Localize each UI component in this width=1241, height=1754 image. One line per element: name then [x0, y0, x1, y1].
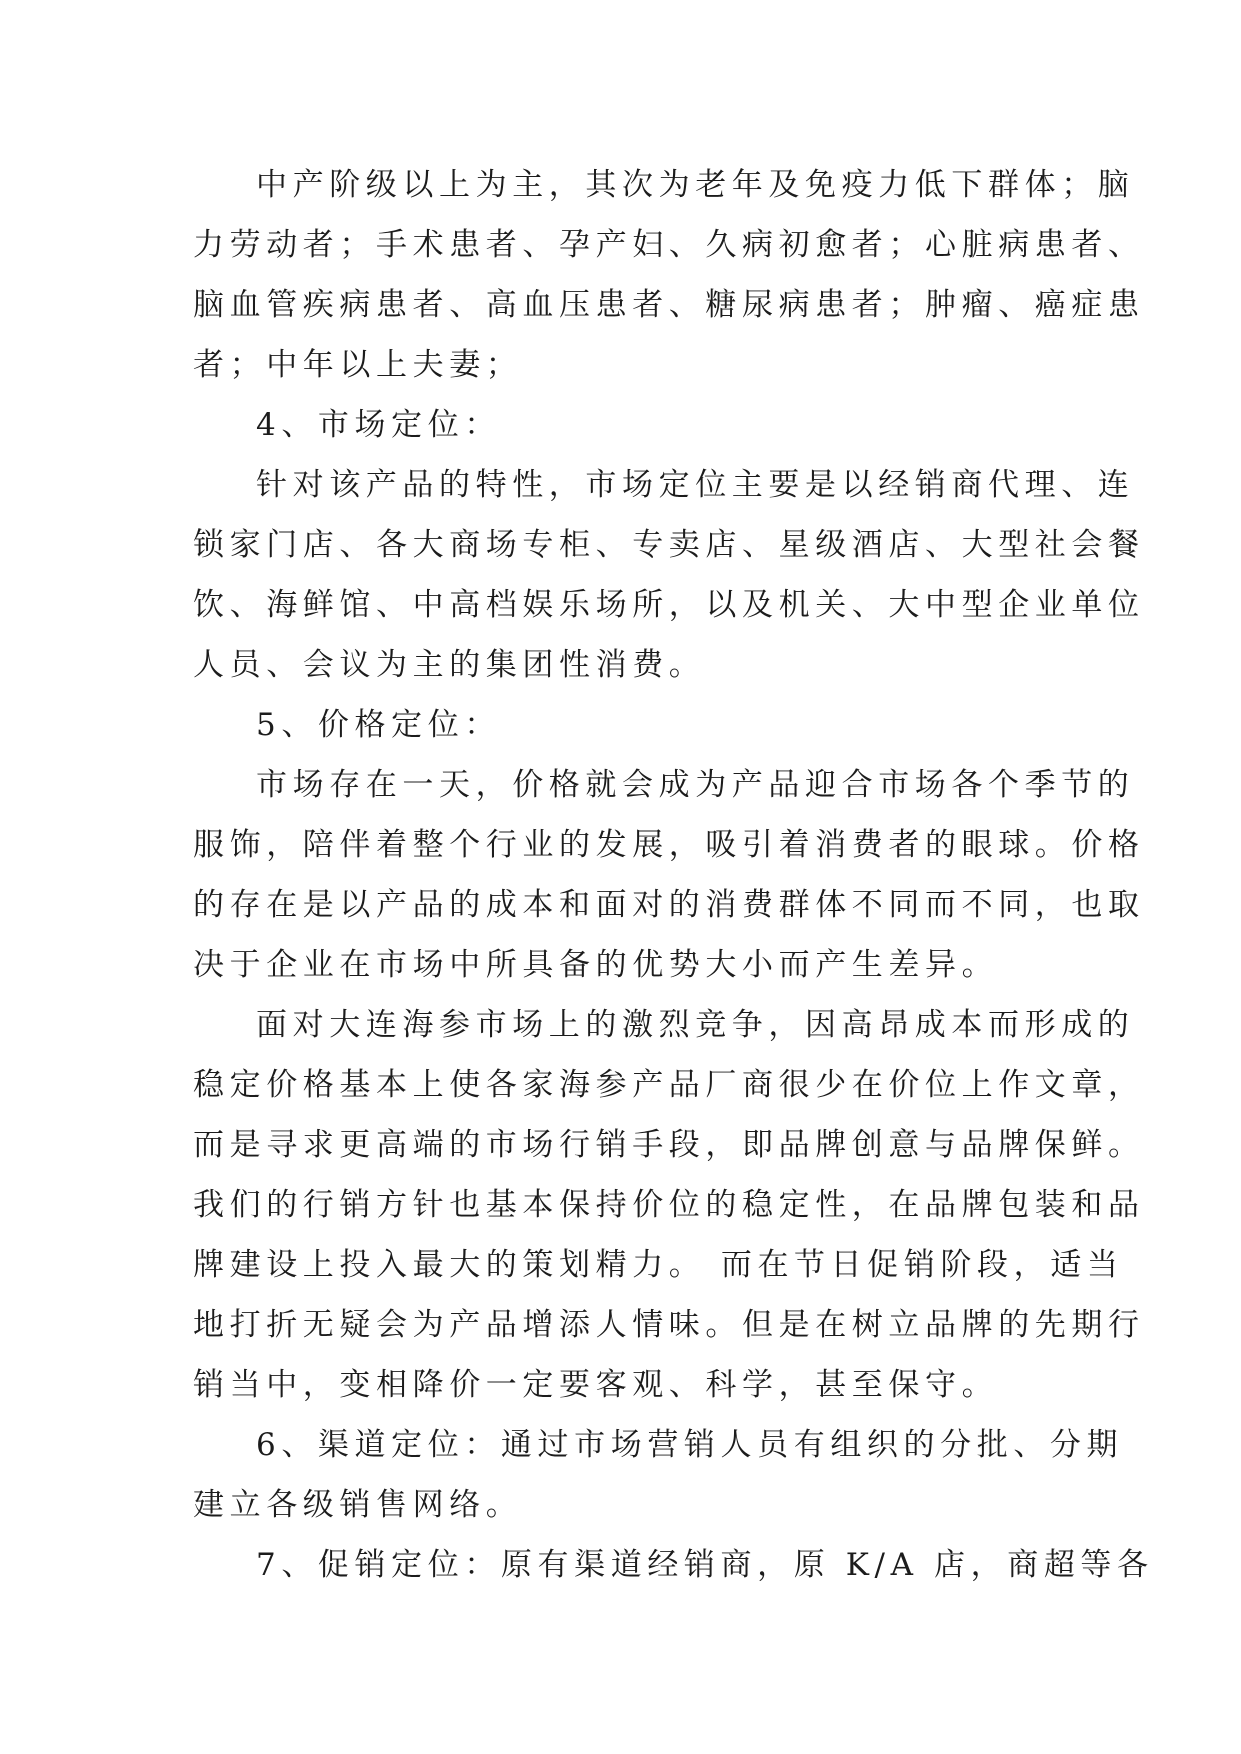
text-line: 稳定价格基本上使各家海参产品厂商很少在价位上作文章，: [193, 1067, 1145, 1103]
section-heading-channel-positioning: 6、渠道定位：通过市场营销人员有组织的分批、分期: [256, 1427, 1124, 1463]
text-line: 锁家门店、各大商场专柜、专卖店、星级酒店、大型社会餐: [193, 527, 1145, 563]
text-line: 服饰，陪伴着整个行业的发展，吸引着消费者的眼球。价格: [193, 827, 1145, 863]
text-line: 针对该产品的特性，市场定位主要是以经销商代理、连: [256, 467, 1135, 503]
text-line: 销当中，变相降价一定要客观、科学，甚至保守。: [193, 1367, 999, 1403]
text-line: 脑血管疾病患者、高血压患者、糖尿病患者；肿瘤、癌症患: [193, 287, 1145, 323]
text-line: 者；中年以上夫妻；: [193, 347, 523, 383]
text-line: 而是寻求更高端的市场行销手段，即品牌创意与品牌保鲜。: [193, 1127, 1145, 1163]
text-line: 决于企业在市场中所具备的优势大小而产生差异。: [193, 947, 999, 983]
text-line: 牌建设上投入最大的策划精力。 而在节日促销阶段，适当: [193, 1247, 1124, 1283]
text-line: 面对大连海参市场上的激烈竞争，因高昂成本而形成的: [256, 1007, 1135, 1043]
text-line: 饮、海鲜馆、中高档娱乐场所，以及机关、大中型企业单位: [193, 587, 1145, 623]
section-heading-promotion-positioning: 7、促销定位：原有渠道经销商，原 K/A 店，商超等各: [256, 1547, 1154, 1583]
text-line: 中产阶级以上为主，其次为老年及免疫力低下群体；脑: [256, 167, 1135, 203]
text-line: 力劳动者；手术患者、孕产妇、久病初愈者；心脏病患者、: [193, 227, 1145, 263]
text-line: 的存在是以产品的成本和面对的消费群体不同而不同，也取: [193, 887, 1145, 923]
text-line: 市场存在一天，价格就会成为产品迎合市场各个季节的: [256, 767, 1135, 803]
section-heading-price-positioning: 5、价格定位：: [256, 707, 501, 743]
text-line: 地打折无疑会为产品增添人情味。但是在树立品牌的先期行: [193, 1307, 1145, 1343]
text-line: 人员、会议为主的集团性消费。: [193, 647, 706, 683]
text-line: 我们的行销方针也基本保持价位的稳定性，在品牌包装和品: [193, 1187, 1145, 1223]
section-heading-market-positioning: 4、市场定位：: [256, 407, 501, 443]
text-line: 建立各级销售网络。: [193, 1487, 523, 1523]
